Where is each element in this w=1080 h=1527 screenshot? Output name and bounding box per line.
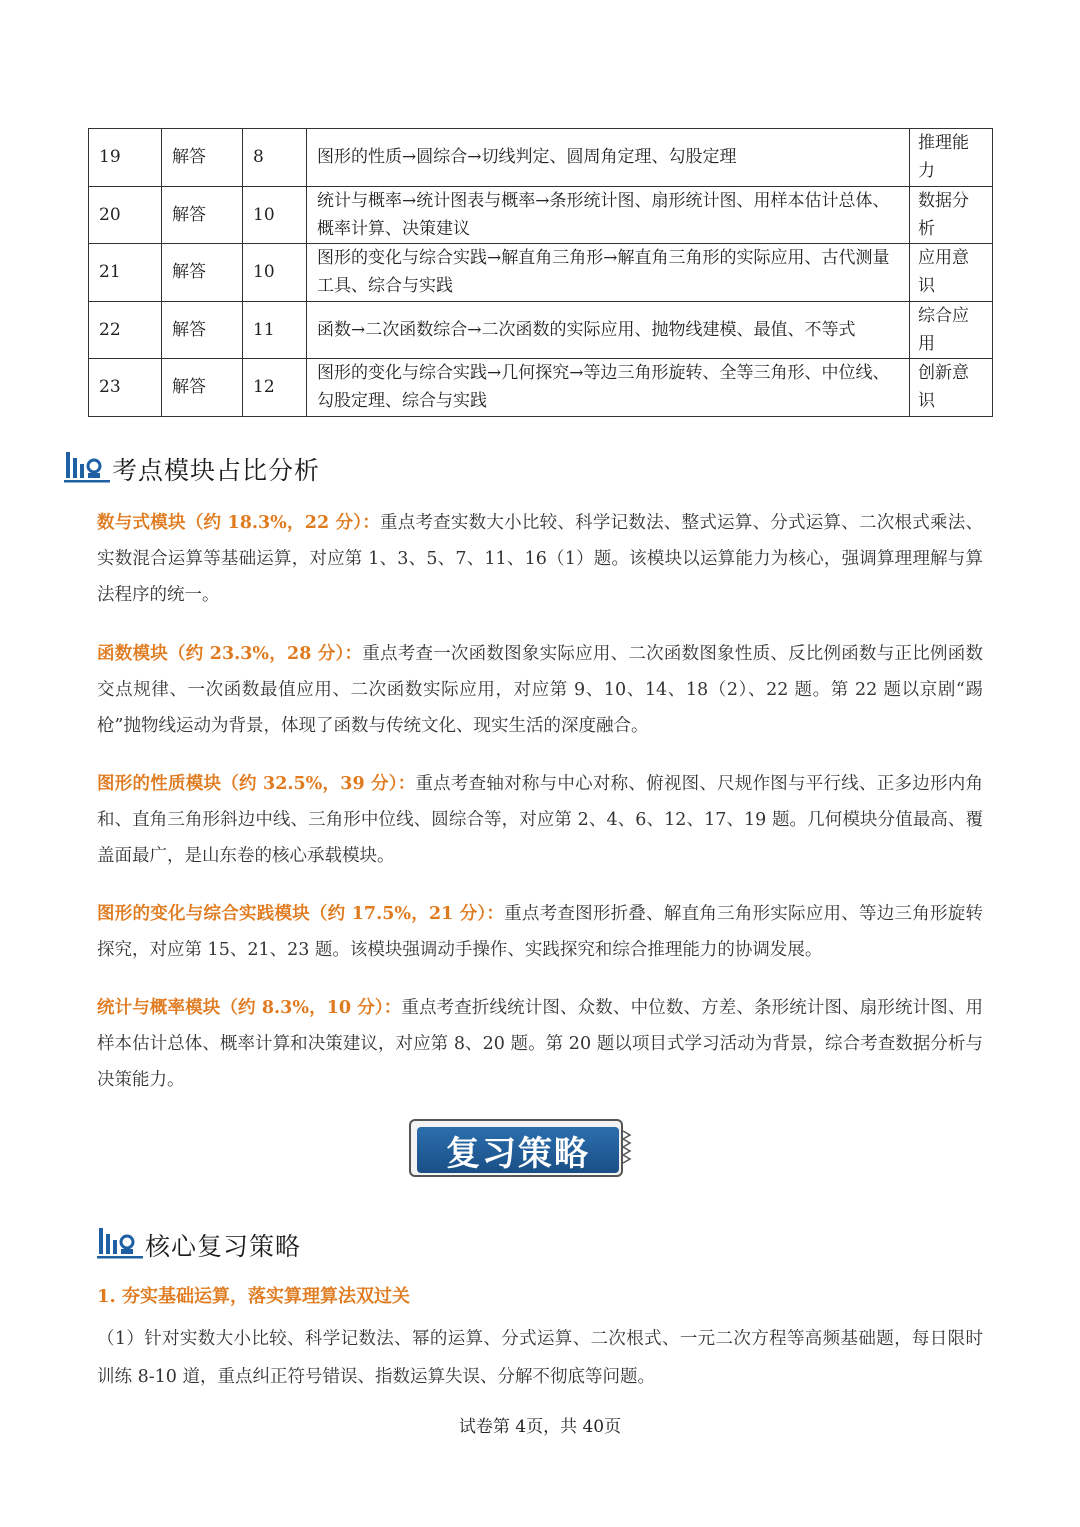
question-score: 10 [243, 244, 307, 302]
question-ability: 应用意识 [910, 244, 993, 302]
module-key: 函数模块（约 23.3%，28 分）： [97, 644, 363, 664]
module-key: 图形的性质模块（约 32.5%，39 分）： [97, 774, 416, 794]
question-ability: 创新意识 [910, 359, 993, 417]
question-type: 解答 [162, 186, 243, 244]
question-ability: 推理能力 [910, 129, 993, 187]
module-body: 重点考查图形折叠、解直角三角形实际应用、等边三角形旋转探究，对应第 15、21、23 题。该模块强调动手操作、实践探究和综合推理能力的协调发展。 [97, 904, 983, 960]
module-body: 重点考查轴对称与中心对称、俯视图、尺规作图与平行线、正多边形内角和、直角三角形斜边中线、三角形中位线、圆综合等，对应第 2、4、6、12、17、19 题。几何模块分值最高、覆盖面最广，是山东卷的核心承载模块。 [97, 774, 983, 866]
question-score: 10 [243, 186, 307, 244]
question-number: 22 [89, 301, 162, 359]
module-paragraph [97, 990, 983, 1098]
question-ability: 综合应用 [910, 301, 993, 359]
module-body: 重点考查一次函数图象实际应用、二次函数图象性质、反比例函数与正比例函数交点规律、一次函数最值应用、二次函数实际应用，对应第 9、10、14、18（2）、22 题。第 22 题以京剧“踢枪”抛物线运动为背景，体现了函数与传统文化、现实生活的深度融合。 [97, 644, 984, 736]
question-number: 20 [89, 186, 162, 244]
section-heading-strategy [97, 1218, 301, 1262]
module-paragraph [97, 636, 983, 744]
section-heading-analysis [64, 442, 320, 486]
question-score: 8 [243, 129, 307, 187]
module-paragraph [97, 505, 983, 613]
section-title: 考点模块占比分析 [112, 456, 321, 485]
section-title: 核心复习策略 [145, 1232, 302, 1261]
banner-frame [409, 1119, 623, 1177]
question-number: 23 [89, 359, 162, 417]
strategy-paragraph: （1）针对实数大小比较、科学记数法、幂的运算、分式运算、二次根式、一元二次方程等高频基础题，每日限时训练 8-10 道，重点纠正符号错误、指数运算失误、分解不彻底等问题。 [97, 1329, 983, 1387]
module-paragraph [97, 766, 983, 874]
question-type: 解答 [162, 301, 243, 359]
question-score: 12 [243, 359, 307, 417]
question-topic: 统计与概率→统计图表与概率→条形统计图、扇形统计图、用样本估计总体、概率计算、决策建议 [307, 186, 910, 244]
module-key: 数与式模块（约 18.3%，22 分）： [97, 513, 380, 533]
question-number: 21 [89, 244, 162, 302]
question-type: 解答 [162, 244, 243, 302]
table-row [89, 359, 993, 417]
table-row [89, 129, 993, 187]
module-body: 重点考查实数大小比较、科学记数法、整式运算、分式运算、二次根式乘法、实数混合运算等基础运算，对应第 1、3、5、7、11、16（1）题。该模块以运算能力为核心，强调算理理解与算法程序的统一。 [97, 513, 983, 605]
table-row [89, 301, 993, 359]
review-strategy-banner [409, 1119, 627, 1179]
question-type: 解答 [162, 129, 243, 187]
question-ability: 数据分析 [910, 186, 993, 244]
module-body: 重点考查折线统计图、众数、中位数、方差、条形统计图、扇形统计图、用样本估计总体、概率计算和决策建议，对应第 8、20 题。第 20 题以项目式学习活动为背景，综合考查数据分析与决策能力。 [97, 998, 983, 1090]
question-number: 19 [89, 129, 162, 187]
module-key: 统计与概率模块（约 8.3%，10 分）： [97, 998, 402, 1018]
table-row [89, 244, 993, 302]
page-footer: 试卷第 4页，共 40页 [458, 1417, 622, 1437]
question-topic: 图形的变化与综合实践→几何探究→等边三角形旋转、全等三角形、中位线、勾股定理、综合与实践 [307, 359, 910, 417]
banner-label: 复习策略 [417, 1127, 619, 1173]
question-topic: 图形的性质→圆综合→切线判定、圆周角定理、勾股定理 [307, 129, 910, 187]
table-row [89, 186, 993, 244]
module-paragraph [97, 896, 983, 968]
strategy-subtitle: 1. 夯实基础运算，落实算理算法双过关 [97, 1286, 411, 1307]
question-topic: 图形的变化与综合实践→解直角三角形→解直角三角形的实际应用、古代测量工具、综合与实践 [307, 244, 910, 302]
module-key: 图形的变化与综合实践模块（约 17.5%，21 分）： [97, 904, 505, 924]
bar-chart-icon [64, 446, 110, 486]
question-topic: 函数→二次函数综合→二次函数的实际应用、抛物线建模、最值、不等式 [307, 301, 910, 359]
bar-chart-icon [97, 1222, 143, 1262]
exam-table [88, 128, 993, 417]
question-type: 解答 [162, 359, 243, 417]
zigzag-decoration-icon [621, 1129, 633, 1173]
question-score: 11 [243, 301, 307, 359]
